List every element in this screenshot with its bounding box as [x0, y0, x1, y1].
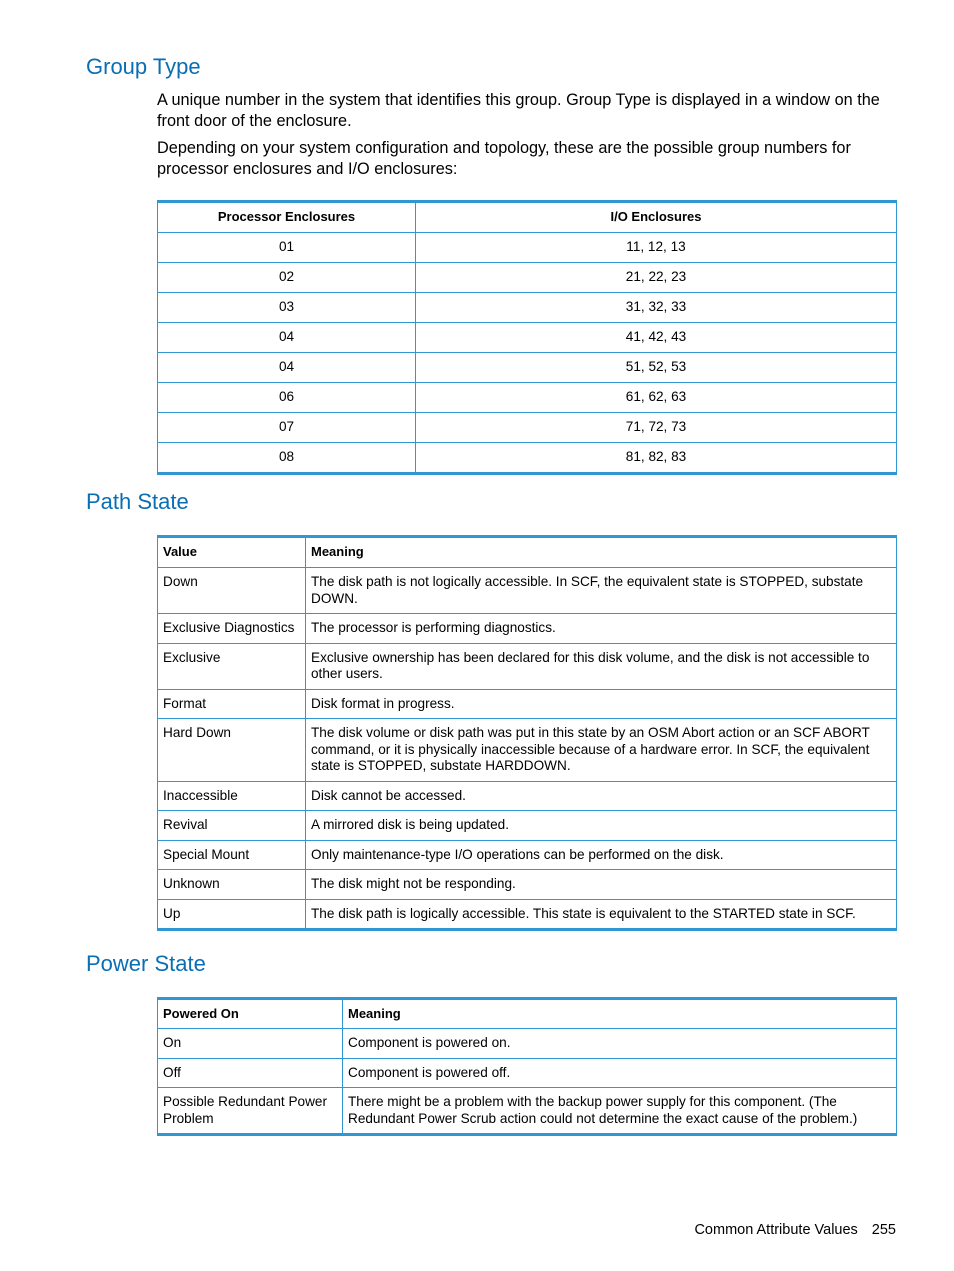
table-cell: 61, 62, 63: [416, 383, 897, 413]
table-cell: 06: [158, 383, 416, 413]
table-cell: 31, 32, 33: [416, 293, 897, 323]
table-row: [158, 899, 897, 930]
table-cell: 04: [158, 323, 416, 353]
table-cell: Down: [158, 568, 306, 614]
column-header: Value: [158, 537, 306, 568]
column-header: Processor Enclosures: [158, 202, 416, 233]
table-row: [158, 383, 897, 413]
table-row: [158, 781, 897, 811]
table-row: [158, 353, 897, 383]
table-header-row: [158, 202, 897, 233]
power-state-heading: Power State: [86, 951, 206, 976]
table-cell: 41, 42, 43: [416, 323, 897, 353]
table-row: [158, 840, 897, 870]
table-cell: 81, 82, 83: [416, 443, 897, 474]
table-row: [158, 1058, 897, 1088]
table-cell: 04: [158, 353, 416, 383]
power-state-table: [157, 997, 897, 1136]
table-cell: 08: [158, 443, 416, 474]
table-cell: Off: [158, 1058, 343, 1088]
table-cell: There might be a problem with the backup power supply for this component. (The Redundant Power Scrub action could not determine the exact cause of the problem.): [343, 1088, 897, 1135]
group-type-intro: Depending on your system configuration and topology, these are the possible group numbers for processor enclosures and I/O enclosures:: [157, 139, 851, 178]
table-row: [158, 1088, 897, 1135]
path-state-heading: Path State: [86, 489, 189, 514]
table-cell: The disk path is logically accessible. This state is equivalent to the STARTED state in SCF.: [306, 899, 897, 930]
column-header: Powered On: [158, 999, 343, 1029]
page-number: 255: [871, 1222, 896, 1238]
table-cell: 02: [158, 263, 416, 293]
table-cell: Up: [158, 899, 306, 930]
table-row: [158, 719, 897, 782]
table-row: [158, 233, 897, 263]
table-row: [158, 1029, 897, 1059]
table-cell: Inaccessible: [158, 781, 306, 811]
table-row: [158, 643, 897, 689]
table-cell: 21, 22, 23: [416, 263, 897, 293]
table-row: [158, 323, 897, 353]
table-cell: 07: [158, 413, 416, 443]
table-cell: Disk format in progress.: [306, 689, 897, 719]
table-cell: Special Mount: [158, 840, 306, 870]
table-cell: The disk volume or disk path was put in this state by an OSM Abort action or an SCF ABORT command, or it is physically inaccessible because of a hardware error. In SCF, the equivalent state is STOPPED, substate HARDDOWN.: [306, 719, 897, 782]
table-row: [158, 811, 897, 841]
table-cell: Disk cannot be accessed.: [306, 781, 897, 811]
table-row: [158, 263, 897, 293]
table-row: [158, 689, 897, 719]
table-cell: 71, 72, 73: [416, 413, 897, 443]
table-cell: Component is powered on.: [343, 1029, 897, 1059]
table-cell: Exclusive ownership has been declared for this disk volume, and the disk is not accessible to other users.: [306, 643, 897, 689]
column-header: I/O Enclosures: [416, 202, 897, 233]
table-cell: A mirrored disk is being updated.: [306, 811, 897, 841]
table-row: [158, 568, 897, 614]
table-cell: Possible Redundant Power Problem: [158, 1088, 343, 1135]
table-cell: Component is powered off.: [343, 1058, 897, 1088]
table-cell: Format: [158, 689, 306, 719]
table-cell: The processor is performing diagnostics.: [306, 614, 897, 644]
table-row: [158, 870, 897, 900]
column-header: Meaning: [343, 999, 897, 1029]
table-cell: Revival: [158, 811, 306, 841]
footer-section-title: Common Attribute Values: [694, 1222, 858, 1238]
table-cell: The disk might not be responding.: [306, 870, 897, 900]
table-cell: 01: [158, 233, 416, 263]
table-cell: 51, 52, 53: [416, 353, 897, 383]
column-header: Meaning: [306, 537, 897, 568]
table-row: [158, 614, 897, 644]
table-cell: Only maintenance-type I/O operations can be performed on the disk.: [306, 840, 897, 870]
group-type-table: [157, 200, 897, 475]
table-cell: 11, 12, 13: [416, 233, 897, 263]
table-cell: Hard Down: [158, 719, 306, 782]
table-cell: 03: [158, 293, 416, 323]
path-state-table: [157, 535, 897, 931]
table-cell: On: [158, 1029, 343, 1059]
table-cell: Unknown: [158, 870, 306, 900]
page-footer: [694, 1222, 896, 1238]
table-row: [158, 443, 897, 474]
group-type-description: A unique number in the system that identifies this group. Group Type is displayed in a window on the front door of the enclosure.: [157, 91, 880, 130]
table-row: [158, 293, 897, 323]
group-type-heading: Group Type: [86, 54, 201, 79]
table-header-row: [158, 999, 897, 1029]
table-cell: The disk path is not logically accessible. In SCF, the equivalent state is STOPPED, substate DOWN.: [306, 568, 897, 614]
table-cell: Exclusive Diagnostics: [158, 614, 306, 644]
table-row: [158, 413, 897, 443]
table-header-row: [158, 537, 897, 568]
table-cell: Exclusive: [158, 643, 306, 689]
